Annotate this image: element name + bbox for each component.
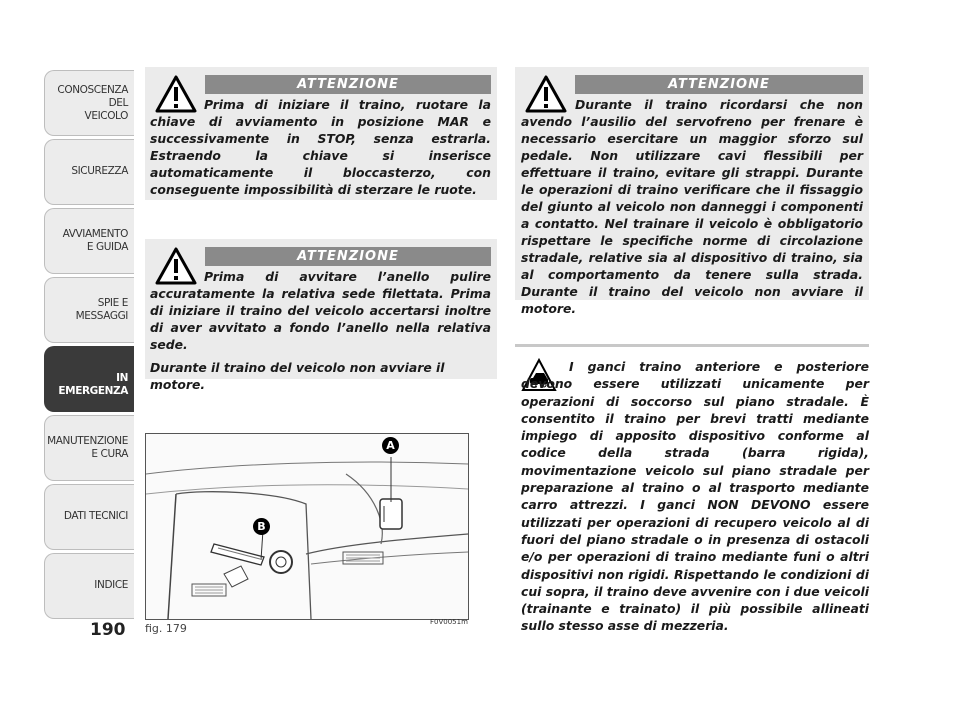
towing-ring-illustration: [146, 434, 468, 619]
warning-heading: ATTENZIONE: [205, 75, 491, 94]
warning-box-ring: [145, 239, 497, 392]
tab-dati-tecnici[interactable]: [44, 484, 134, 550]
figure-code: F0V0051m: [430, 618, 468, 626]
callout-b: [253, 518, 270, 535]
warning-heading: ATTENZIONE: [205, 247, 491, 266]
page-number: 190: [90, 620, 126, 640]
towing-hooks-note: [521, 358, 869, 635]
tab-label: INDICE: [94, 579, 128, 591]
tab-sicurezza[interactable]: [44, 139, 134, 205]
warning-text: [150, 96, 491, 198]
warning-box-ignition: [145, 67, 497, 200]
section-divider: [515, 344, 869, 347]
warning-paragraph: Prima di avvitare l’anello pulire accuratamente la relativa sede filettata. Prima di iniziare il traino del veicolo accertarsi inoltre di aver avvitato a fondo l’anello nella relativa sede.: [150, 269, 491, 352]
tab-label: AVVIAMENTO E GUIDA: [62, 228, 128, 253]
note-paragraph: I ganci traino anteriore e posteriore devono essere utilizzati unicamente per operazioni di soccorso sul piano stradale. È consentito il traino per brevi tratti mediante impiego di apposito dispositivo conforme al codice della strada (barra rigida), movimentazione veicolo sul piano stradale per preparazione al traino o al trasporto mediante carro attrezzi. I ganci NON DEVONO essere utilizzati per operazioni di recupero veicolo al di fuori del piano stradale o in presenza di ostacoli e/o per operazioni di traino mediante funi o altri dispositivi non rigidi. Rispettando le condizioni di cui sopra, il traino deve avvenire con i due veicoli (trainante e trainato) il più possibile allineati sullo stesso asse di mezzeria.: [521, 359, 869, 634]
warning-paragraph: Durante il traino del veicolo non avviare il motore.: [150, 360, 445, 392]
tab-avviamento-e-guida[interactable]: [44, 208, 134, 274]
tab-label: IN EMERGENZA: [58, 372, 128, 397]
figure-towing-ring: [145, 433, 469, 620]
tab-label: CONOSCENZA DEL VEICOLO: [57, 84, 128, 122]
tab-manutenzione-e-cura[interactable]: [44, 415, 134, 481]
warning-box-towing: [515, 67, 869, 316]
warning-paragraph: Durante il traino ricordarsi che non avendo l’ausilio del servofreno per frenare è necessario esercitare un maggior sforzo sul pedale. Non utilizzare cavi flessibili per effettuare il traino, evitare gli strappi. Durante le operazioni di traino verificare che il fissaggio del giunto al veicolo non danneggi i componenti a contatto. Nel trainare il veicolo è obbligatorio rispettare le specifiche norme di circolazione stradale, relative sia al dispositivo di traino, sia al comportamento da tenere sulla strada. Durante il traino del veicolo non avviare il motore.: [521, 97, 863, 316]
callout-a: [382, 437, 399, 454]
tab-spie-e-messaggi[interactable]: [44, 277, 134, 343]
callout-b-label: B: [257, 520, 266, 533]
tab-label: MANUTENZIONE E CURA: [47, 435, 128, 460]
chapter-sidebar: [44, 70, 134, 622]
tab-label: SPIE E MESSAGGI: [75, 297, 128, 322]
warning-text: [150, 268, 491, 393]
figure-caption: fig. 179: [145, 622, 187, 635]
tab-label: SICUREZZA: [71, 165, 128, 177]
tab-indice[interactable]: [44, 553, 134, 619]
warning-heading: ATTENZIONE: [575, 75, 863, 94]
tab-conoscenza-del-veicolo[interactable]: [44, 70, 134, 136]
warning-text: [521, 96, 863, 317]
callout-a-label: A: [386, 439, 395, 452]
tab-label: DATI TECNICI: [63, 510, 128, 522]
warning-paragraph: Prima di iniziare il traino, ruotare la chiave di avviamento in posizione MAR e successivamente in STOP, senza estrarla. Estraendo la chiave si inserisce automaticamente il bloccasterzo, con conseguente impossibilità di sterzare le ruote.: [150, 97, 491, 197]
tab-in-emergenza[interactable]: [44, 346, 134, 412]
